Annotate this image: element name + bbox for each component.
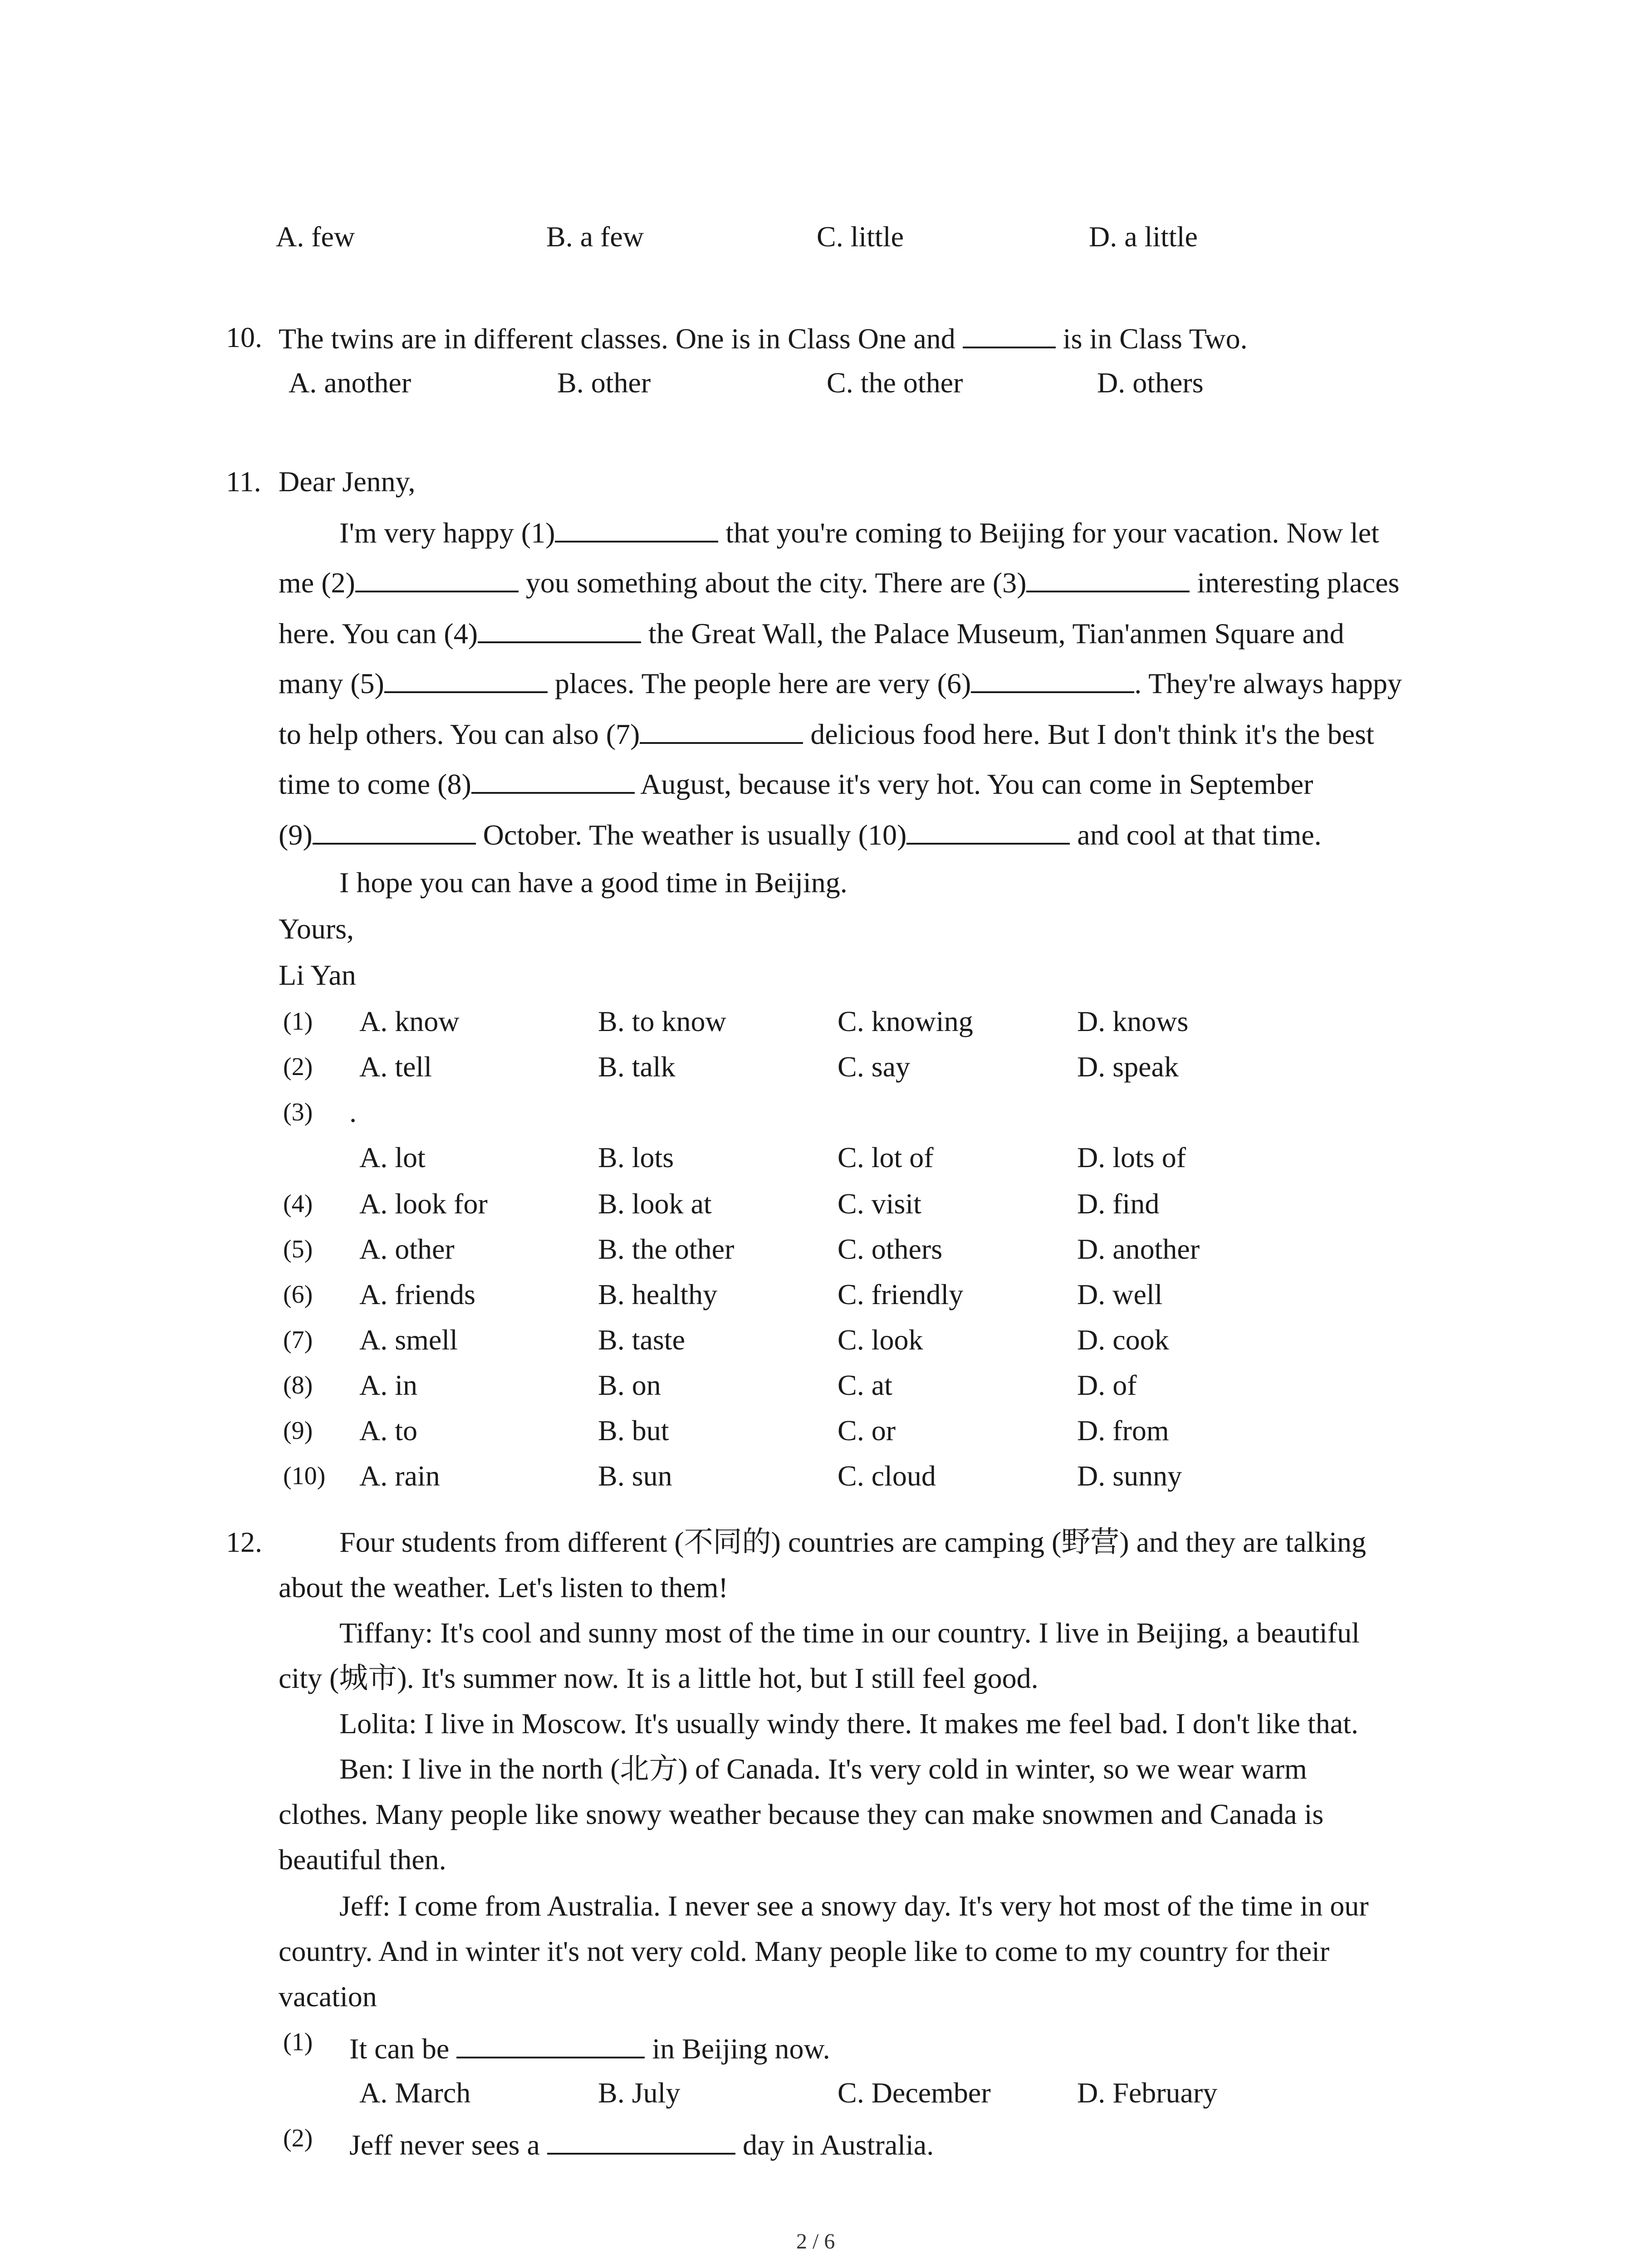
subquestion-number: (2): [283, 2124, 313, 2152]
subquestion-number: (9): [283, 1417, 313, 1445]
option-b: B. lots: [598, 1141, 674, 1173]
option-c: C. visit: [838, 1188, 921, 1220]
option-c: C. December: [838, 2077, 991, 2109]
option-c: C. little: [817, 220, 904, 253]
passage-line: Tiffany: It's cool and sunny most of the time in our country. I live in Beijing, a beautiful: [339, 1617, 1360, 1649]
option-b: B. July: [598, 2077, 681, 2109]
option-c: C. friendly: [838, 1278, 964, 1310]
passage-line: clothes. Many people like snowy weather because they can make snowmen and Canada is: [279, 1798, 1324, 1830]
option-a: A. other: [359, 1233, 455, 1265]
answer-blank: [313, 819, 476, 845]
answer-blank: [555, 517, 718, 543]
answer-blank: [384, 668, 548, 693]
subquestion-number: (1): [283, 1007, 313, 1036]
option-c: C. say: [838, 1051, 910, 1083]
subquestion-number: (2): [283, 1053, 313, 1081]
answer-blank: [471, 768, 635, 794]
passage-line: country. And in winter it's not very cold. Many people like to come to my country for their: [279, 1935, 1330, 1967]
option-d: D. February: [1077, 2077, 1218, 2109]
answer-blank: [963, 323, 1056, 348]
option-c: C. lot of: [838, 1141, 934, 1173]
option-c: C. or: [838, 1414, 896, 1447]
option-b: B. other: [557, 367, 651, 399]
letter-line: I'm very happy (1) that you're coming to Beijing for your vacation. Now let: [339, 517, 1379, 549]
option-a: A. friends: [359, 1278, 475, 1310]
option-d: D. of: [1077, 1369, 1137, 1401]
option-a: A. another: [289, 367, 411, 399]
answer-blank: [547, 2129, 735, 2155]
option-b: B. talk: [598, 1051, 676, 1083]
question-stem: The twins are in different classes. One is in Class One and is in Class Two.: [279, 323, 1248, 355]
option-a: A. few: [276, 220, 355, 253]
option-a: A. tell: [359, 1051, 432, 1083]
letter-line: (9) October. The weather is usually (10) and cool at that time.: [279, 819, 1322, 851]
passage-line: city (城市). It's summer now. It is a little hot, but I still feel good.: [279, 1662, 1038, 1694]
answer-blank: [478, 618, 641, 643]
passage-line: beautiful then.: [279, 1843, 446, 1876]
subquestion-number: (4): [283, 1190, 313, 1218]
option-d: D. knows: [1077, 1005, 1189, 1037]
subquestion-number: (8): [283, 1371, 313, 1399]
option-a: A. in: [359, 1369, 417, 1401]
option-d: D. another: [1077, 1233, 1200, 1265]
letter-signature: Li Yan: [279, 959, 356, 991]
subquestion-number: (5): [283, 1235, 313, 1263]
option-d: D. cook: [1077, 1324, 1169, 1356]
option-c: C. the other: [827, 367, 963, 399]
option-a: A. rain: [359, 1460, 440, 1492]
option-d: D. sunny: [1077, 1460, 1182, 1492]
passage-line: about the weather. Let's listen to them!: [279, 1571, 728, 1603]
question-number: 10.: [226, 321, 262, 353]
option-d: D. find: [1077, 1188, 1160, 1220]
passage-line: Ben: I live in the north (北方) of Canada. It's very cold in winter, so we wear warm: [339, 1753, 1307, 1785]
option-d: D. others: [1097, 367, 1204, 399]
question-number: 12.: [226, 1526, 262, 1558]
subquestion-number: (3): [283, 1098, 313, 1126]
option-c: C. at: [838, 1369, 892, 1401]
subquestion-number: (1): [283, 2028, 313, 2056]
option-a: A. March: [359, 2077, 471, 2109]
passage-line: Four students from different (不同的) countries are camping (野营) and they are talking: [339, 1526, 1367, 1558]
subquestion-number: (7): [283, 1326, 313, 1354]
letter-line: me (2) you something about the city. There are (3) interesting places: [279, 567, 1400, 599]
letter-line: many (5) places. The people here are very (6) . They're always happy: [279, 667, 1402, 699]
option-c: C. others: [838, 1233, 943, 1265]
option-d: D. lots of: [1077, 1141, 1186, 1173]
option-a: A. smell: [359, 1324, 458, 1356]
letter-line: time to come (8) August, because it's very hot. You can come in September: [279, 768, 1313, 800]
option-b: B. but: [598, 1414, 669, 1447]
page-number: 2 / 6: [796, 2229, 835, 2253]
subquestion-stem: .: [349, 1096, 357, 1128]
answer-blank: [640, 719, 803, 744]
option-a: A. to: [359, 1414, 417, 1447]
option-c: C. knowing: [838, 1005, 973, 1037]
option-d: D. from: [1077, 1414, 1169, 1447]
option-c: C. cloud: [838, 1460, 936, 1492]
answer-blank: [906, 819, 1070, 845]
option-a: A. know: [359, 1005, 460, 1037]
answer-blank: [456, 2033, 645, 2058]
letter-line: here. You can (4) the Great Wall, the Palace Museum, Tian'anmen Square and: [279, 617, 1344, 650]
option-b: B. the other: [598, 1233, 735, 1265]
option-c: C. look: [838, 1324, 923, 1356]
letter-line: to help others. You can also (7) delicious food here. But I don't think it's the best: [279, 718, 1374, 750]
passage-line: vacation: [279, 1980, 377, 2013]
answer-blank: [355, 567, 519, 592]
answer-blank: [1026, 567, 1190, 592]
answer-blank: [971, 668, 1134, 693]
option-b: B. sun: [598, 1460, 672, 1492]
subquestion-stem: It can be in Beijing now.: [349, 2033, 830, 2065]
option-b: B. a few: [546, 220, 644, 253]
letter-closing: Yours,: [279, 913, 354, 945]
option-d: D. speak: [1077, 1051, 1179, 1083]
subquestion-stem: Jeff never sees a day in Australia.: [349, 2129, 934, 2161]
option-d: D. a little: [1089, 220, 1198, 253]
option-b: B. on: [598, 1369, 661, 1401]
option-b: B. healthy: [598, 1278, 718, 1310]
option-a: A. look for: [359, 1188, 488, 1220]
option-b: B. look at: [598, 1188, 712, 1220]
letter-greeting: Dear Jenny,: [279, 465, 416, 498]
option-b: B. to know: [598, 1005, 726, 1037]
subquestion-number: (6): [283, 1281, 313, 1309]
option-a: A. lot: [359, 1141, 426, 1173]
subquestion-number: (10): [283, 1462, 326, 1490]
question-number: 11.: [226, 465, 261, 498]
letter-line: I hope you can have a good time in Beijing.: [339, 866, 847, 899]
passage-line: Jeff: I come from Australia. I never see a snowy day. It's very hot most of the time in our: [339, 1890, 1369, 1922]
option-d: D. well: [1077, 1278, 1163, 1310]
option-b: B. taste: [598, 1324, 685, 1356]
passage-line: Lolita: I live in Moscow. It's usually windy there. It makes me feel bad. I don't like that.: [339, 1707, 1358, 1740]
